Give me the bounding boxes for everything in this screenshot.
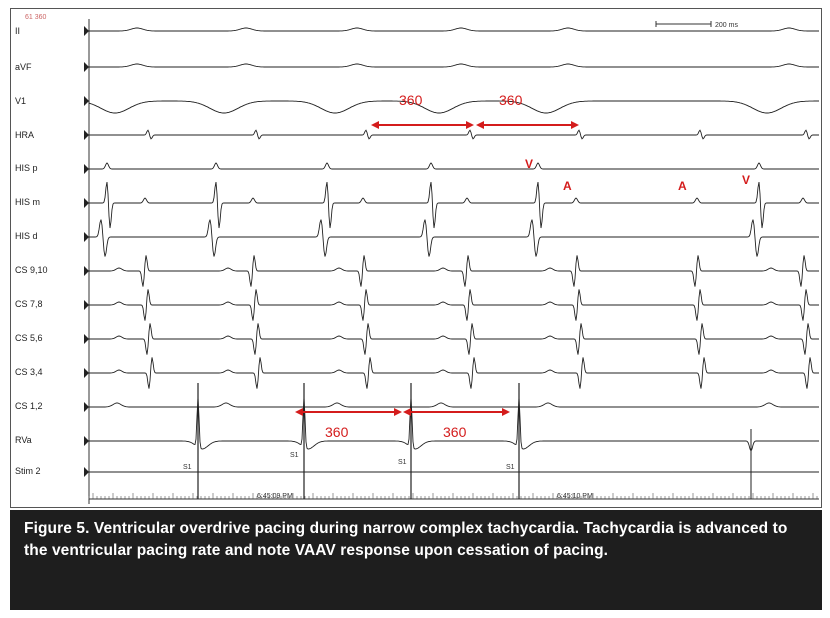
trace-avf — [89, 64, 819, 67]
ecg-tracing-svg — [11, 9, 823, 509]
trace-cs-9-10 — [89, 255, 819, 286]
lead-label-his-p: HIS p — [15, 163, 38, 173]
stim-label-4: S1 — [506, 464, 515, 471]
v1-interval-arrow-2 — [476, 121, 579, 129]
trace-hra — [89, 130, 819, 139]
v1-interval-arrow-1 — [371, 121, 474, 129]
channel-marker-stim-2 — [84, 467, 89, 477]
rva-interval-arrow-2 — [403, 408, 510, 416]
lead-label-hra: HRA — [15, 130, 35, 140]
trace-cs-5-6 — [89, 323, 819, 354]
trace-his-m — [89, 182, 819, 228]
caption-text: Figure 5. Ventricular overdrive pacing during narrow complex tachycardia. Tachycardia is advanced to the ventricular pacing rate and note VAAV response upon cessation of pacing. — [24, 520, 788, 559]
v1-interval-label-1: 360 — [399, 92, 423, 108]
figure-caption — [10, 510, 822, 610]
his-letter-v-1: V — [525, 157, 534, 171]
lead-label-stim-2: Stim 2 — [15, 466, 41, 476]
channel-marker-ii — [84, 26, 89, 36]
scale-bar — [656, 21, 738, 29]
trace-v1 — [89, 101, 819, 113]
stim-label-2: S1 — [290, 452, 299, 459]
trace-his-d — [89, 220, 819, 257]
stim-label-3: S1 — [398, 459, 407, 466]
lead-label-cs-9-10: CS 9,10 — [15, 265, 48, 275]
lead-label-cs-7-8: CS 7,8 — [15, 299, 43, 309]
channel-marker-his-d — [84, 232, 89, 242]
v1-interval-label-2: 360 — [499, 92, 523, 108]
channel-marker-cs-5-6 — [84, 334, 89, 344]
channel-marker-cs-7-8 — [84, 300, 89, 310]
channel-marker-his-p — [84, 164, 89, 174]
trace-his-p — [89, 163, 819, 169]
lead-label-rva: RVa — [15, 435, 32, 445]
channel-marker-v1 — [84, 96, 89, 106]
channel-marker-avf — [84, 62, 89, 72]
lead-label-his-d: HIS d — [15, 231, 38, 241]
lead-label-cs-1-2: CS 1,2 — [15, 401, 43, 411]
his-letter-a-2: A — [678, 179, 687, 193]
lead-label-cs-3-4: CS 3,4 — [15, 367, 43, 377]
rva-interval-arrow-1 — [295, 408, 402, 416]
trace-cs-7-8 — [89, 289, 819, 320]
rva-interval-label-1: 360 — [325, 424, 349, 440]
lead-label-v1: V1 — [15, 96, 27, 106]
stim-label-1: S1 — [183, 464, 192, 471]
ecg-tracing-panel — [10, 8, 822, 508]
v1-interval-annotations — [371, 92, 579, 129]
scale-bar-label: 200 ms — [715, 22, 738, 29]
rva-interval-annotations — [295, 408, 510, 440]
channel-marker-cs-9-10 — [84, 266, 89, 276]
lead-label-cs-5-6: CS 5,6 — [15, 333, 43, 343]
channel-marker-rva — [84, 436, 89, 446]
timestamp-2: 6:45:10 PM — [557, 493, 593, 500]
timestamp-1: 6:45:09 PM — [257, 493, 293, 500]
lead-label-avf: aVF — [15, 62, 32, 72]
channel-marker-his-m — [84, 198, 89, 208]
corner-label: 61 360 — [25, 14, 47, 21]
his-letter-v-2: V — [742, 173, 751, 187]
channel-marker-hra — [84, 130, 89, 140]
lead-label-ii: II — [15, 26, 21, 36]
channel-marker-cs-1-2 — [84, 402, 89, 412]
rva-interval-label-2: 360 — [443, 424, 467, 440]
his-letter-a-1: A — [563, 179, 572, 193]
lead-label-his-m: HIS m — [15, 197, 41, 207]
trace-ii — [89, 28, 819, 31]
channel-marker-cs-3-4 — [84, 368, 89, 378]
